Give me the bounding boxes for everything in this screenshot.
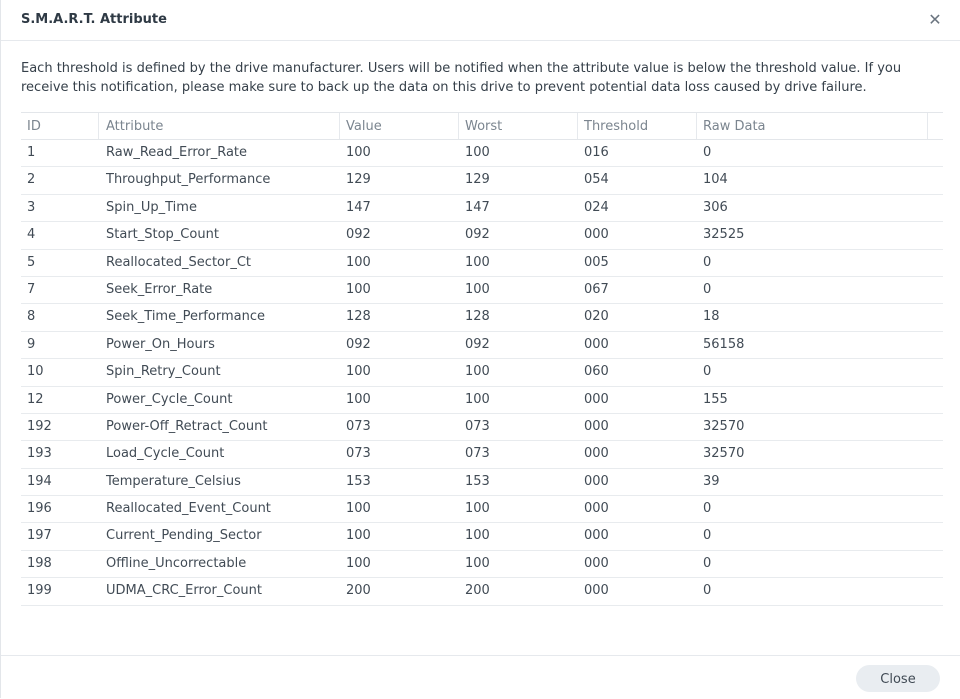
table-row[interactable] bbox=[21, 441, 943, 468]
smart-attribute-table bbox=[21, 112, 943, 606]
cell-id: 8 bbox=[27, 309, 36, 325]
dialog-titlebar bbox=[1, 0, 960, 41]
cell-value: 073 bbox=[346, 418, 371, 434]
cell-raw-data: 0 bbox=[703, 281, 712, 297]
cell-threshold: 016 bbox=[584, 145, 609, 160]
table-row[interactable] bbox=[21, 578, 943, 605]
table-row[interactable] bbox=[21, 469, 943, 496]
cell-worst: 092 bbox=[465, 227, 490, 243]
cell-id: 199 bbox=[27, 583, 52, 599]
cell-value: 147 bbox=[346, 199, 371, 215]
cell-worst: 129 bbox=[465, 172, 490, 188]
cell-threshold: 067 bbox=[584, 281, 609, 297]
cell-raw-data: 0 bbox=[703, 583, 712, 599]
cell-worst: 100 bbox=[465, 254, 490, 270]
cell-threshold: 000 bbox=[584, 446, 609, 462]
cell-threshold: 000 bbox=[584, 473, 609, 489]
cell-worst: 153 bbox=[465, 473, 490, 489]
cell-id: 7 bbox=[27, 281, 36, 297]
table-row[interactable] bbox=[21, 304, 943, 331]
cell-raw-data: 0 bbox=[703, 254, 712, 270]
cell-value: 100 bbox=[346, 254, 371, 270]
cell-value: 153 bbox=[346, 473, 371, 489]
column-header-spacer bbox=[928, 113, 943, 139]
column-header-id[interactable]: ID bbox=[21, 113, 99, 139]
close-button[interactable]: Close bbox=[856, 665, 940, 692]
cell-attribute: Seek_Error_Rate bbox=[106, 281, 213, 297]
table-row[interactable] bbox=[21, 551, 943, 578]
cell-attribute: Power_On_Hours bbox=[106, 336, 215, 352]
dialog-footer bbox=[1, 655, 960, 699]
cell-attribute: Spin_Retry_Count bbox=[106, 364, 221, 380]
cell-value: 200 bbox=[346, 583, 371, 599]
cell-raw-data: 0 bbox=[703, 528, 712, 544]
cell-worst: 100 bbox=[465, 281, 490, 297]
cell-threshold: 000 bbox=[584, 336, 609, 352]
threshold-description: Each threshold is defined by the drive manufacturer. Users will be notified when the attribute value is below the threshold value. If you receive this notification, please make sure to back up the data on this drive to prevent potential data loss caused by drive failure. bbox=[21, 61, 902, 95]
cell-id: 193 bbox=[27, 446, 52, 462]
cell-attribute: Start_Stop_Count bbox=[106, 227, 219, 243]
cell-id: 192 bbox=[27, 418, 52, 434]
cell-worst: 100 bbox=[465, 364, 490, 380]
cell-threshold: 000 bbox=[584, 418, 609, 434]
table-row[interactable] bbox=[21, 195, 943, 222]
cell-attribute: Temperature_Celsius bbox=[106, 473, 241, 489]
cell-raw-data: 39 bbox=[703, 473, 720, 489]
cell-raw-data: 0 bbox=[703, 501, 712, 517]
cell-value: 100 bbox=[346, 281, 371, 297]
table-row[interactable] bbox=[21, 414, 943, 441]
table-row[interactable] bbox=[21, 167, 943, 194]
cell-id: 5 bbox=[27, 254, 36, 270]
cell-worst: 073 bbox=[465, 446, 490, 462]
cell-threshold: 054 bbox=[584, 172, 609, 188]
cell-id: 10 bbox=[27, 364, 44, 380]
table-header bbox=[21, 112, 943, 140]
table-row[interactable] bbox=[21, 496, 943, 523]
cell-worst: 100 bbox=[465, 528, 490, 544]
cell-value: 073 bbox=[346, 446, 371, 462]
table-row[interactable] bbox=[21, 387, 943, 414]
cell-worst: 092 bbox=[465, 336, 490, 352]
column-header-threshold[interactable]: Threshold bbox=[578, 113, 697, 139]
cell-attribute: UDMA_CRC_Error_Count bbox=[106, 583, 262, 599]
cell-raw-data: 56158 bbox=[703, 336, 745, 352]
cell-id: 3 bbox=[27, 199, 36, 215]
cell-value: 100 bbox=[346, 555, 371, 571]
cell-id: 1 bbox=[27, 145, 36, 160]
cell-attribute: Throughput_Performance bbox=[106, 172, 271, 188]
cell-attribute: Power-Off_Retract_Count bbox=[106, 418, 268, 434]
table-row[interactable] bbox=[21, 359, 943, 386]
cell-attribute: Raw_Read_Error_Rate bbox=[106, 145, 248, 160]
cell-attribute: Offline_Uncorrectable bbox=[106, 555, 247, 571]
cell-id: 198 bbox=[27, 555, 52, 571]
table-row[interactable] bbox=[21, 277, 943, 304]
cell-raw-data: 0 bbox=[703, 145, 712, 160]
cell-raw-data: 0 bbox=[703, 555, 712, 571]
cell-raw-data: 32570 bbox=[703, 446, 745, 462]
cell-threshold: 000 bbox=[584, 583, 609, 599]
table-row[interactable] bbox=[21, 140, 943, 167]
cell-id: 4 bbox=[27, 227, 36, 243]
cell-id: 9 bbox=[27, 336, 36, 352]
cell-raw-data: 0 bbox=[703, 364, 712, 380]
cell-value: 092 bbox=[346, 336, 371, 352]
cell-worst: 128 bbox=[465, 309, 490, 325]
cell-value: 100 bbox=[346, 364, 371, 380]
cell-worst: 100 bbox=[465, 555, 490, 571]
cell-worst: 100 bbox=[465, 145, 490, 160]
column-header-raw-data[interactable]: Raw Data bbox=[697, 113, 928, 139]
column-header-attribute[interactable]: Attribute bbox=[99, 113, 340, 139]
cell-threshold: 005 bbox=[584, 254, 609, 270]
cell-value: 129 bbox=[346, 172, 371, 188]
cell-attribute: Reallocated_Event_Count bbox=[106, 501, 271, 517]
cell-attribute: Seek_Time_Performance bbox=[106, 309, 265, 325]
cell-raw-data: 18 bbox=[703, 309, 720, 325]
column-header-value[interactable]: Value bbox=[340, 113, 459, 139]
cell-raw-data: 104 bbox=[703, 172, 728, 188]
cell-id: 12 bbox=[27, 391, 44, 407]
cell-raw-data: 32525 bbox=[703, 227, 745, 243]
cell-attribute: Power_Cycle_Count bbox=[106, 391, 233, 407]
table-row[interactable] bbox=[21, 332, 943, 359]
cell-threshold: 000 bbox=[584, 391, 609, 407]
column-header-worst[interactable]: Worst bbox=[459, 113, 578, 139]
cell-threshold: 020 bbox=[584, 309, 609, 325]
cell-value: 100 bbox=[346, 391, 371, 407]
cell-attribute: Reallocated_Sector_Ct bbox=[106, 254, 252, 270]
cell-raw-data: 155 bbox=[703, 391, 728, 407]
cell-id: 2 bbox=[27, 172, 36, 188]
cell-threshold: 000 bbox=[584, 555, 609, 571]
cell-threshold: 060 bbox=[584, 364, 609, 380]
cell-threshold: 000 bbox=[584, 528, 609, 544]
cell-threshold: 000 bbox=[584, 227, 609, 243]
cell-value: 100 bbox=[346, 528, 371, 544]
cell-worst: 073 bbox=[465, 418, 490, 434]
cell-value: 100 bbox=[346, 501, 371, 517]
cell-value: 100 bbox=[346, 145, 371, 160]
cell-id: 197 bbox=[27, 528, 52, 544]
cell-id: 196 bbox=[27, 501, 52, 517]
cell-value: 092 bbox=[346, 227, 371, 243]
dialog-title: S.M.A.R.T. Attribute bbox=[21, 12, 167, 27]
cell-value: 128 bbox=[346, 309, 371, 325]
table-row[interactable] bbox=[21, 222, 943, 249]
table-body bbox=[21, 140, 943, 606]
cell-threshold: 000 bbox=[584, 501, 609, 517]
cell-attribute: Spin_Up_Time bbox=[106, 199, 197, 215]
cell-id: 194 bbox=[27, 473, 52, 489]
cell-attribute: Current_Pending_Sector bbox=[106, 528, 262, 544]
cell-threshold: 024 bbox=[584, 199, 609, 215]
cell-worst: 200 bbox=[465, 583, 490, 599]
cell-raw-data: 306 bbox=[703, 199, 728, 215]
cell-worst: 147 bbox=[465, 199, 490, 215]
table-row[interactable] bbox=[21, 250, 943, 277]
cell-attribute: Load_Cycle_Count bbox=[106, 446, 225, 462]
cell-worst: 100 bbox=[465, 501, 490, 517]
cell-worst: 100 bbox=[465, 391, 490, 407]
cell-raw-data: 32570 bbox=[703, 418, 745, 434]
table-row[interactable] bbox=[21, 523, 943, 550]
close-icon[interactable]: ✕ bbox=[928, 10, 942, 29]
